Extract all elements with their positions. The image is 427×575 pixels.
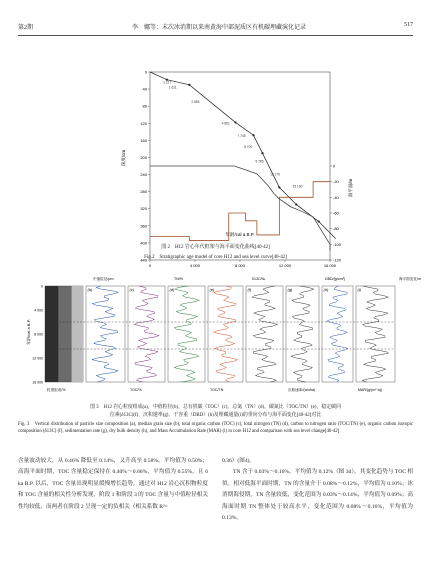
fig3-profile-line — [291, 286, 314, 382]
fig3-ytick-label: 0 — [41, 284, 43, 289]
fig3-bottom-label: 沉积速率/(cm/ka) — [288, 388, 316, 392]
fig3-profile-line — [174, 286, 199, 382]
age-label: 9 785 — [255, 159, 264, 164]
fig2-ylabel-right: 海平面/m — [348, 178, 353, 198]
grain-size-band — [45, 286, 58, 382]
fig2-right-tick-label: -20 — [333, 179, 339, 185]
body-text-right — [222, 456, 413, 524]
fig3-panel-b — [86, 286, 125, 382]
issue-number: 第2期 — [18, 25, 34, 31]
fig3-bottom-label: 粒度组成/% — [47, 388, 66, 392]
fig3-panel-letter: (b) — [87, 287, 93, 292]
fig2-xtick-label: 12 000 — [278, 263, 292, 268]
fig2-xlabel: 年龄/cal a B.P. — [225, 232, 255, 237]
fig3-panel-letter: (g) — [287, 287, 293, 292]
fig3-top-label: TN/% — [174, 277, 183, 281]
age-depth-point — [278, 186, 280, 188]
age-label: 8 700 — [244, 145, 253, 150]
fig2-ytick-label: 240 — [140, 172, 147, 178]
sea-level-line — [150, 166, 330, 251]
age-label: 15 100 — [292, 184, 303, 189]
fig2-ytick-label: 120 — [140, 120, 147, 126]
fig2-xtick-label: 4 000 — [189, 263, 201, 268]
fig3-profile-line — [252, 286, 277, 382]
grain-size-band — [72, 286, 83, 382]
fig3-profile-line — [362, 286, 389, 382]
fig2-caption-cn: 图 2 H12 岩心年代框架与海平面变化曲线[40-42] — [161, 245, 270, 250]
paragraph: 含量波动较大，从 0.46% 降低至 0.14%，又升高至 0.58%，平均值为 0.50%；高海平面时期，TOC 含量稳定保持在 0.40%～0.66%，平均值为 0.55%，且 6 ka B.P. 以后，TOC 含量出现明显缓慢增长趋势。通过对 H12 岩心沉积物粒度和 TOC 含量的相关性分析发现，阶段 1 和阶段 3 的 TOC 含量与中值粒径相关性均较低，而两者在阶段 2 呈现一定的负相关（相关系数 R²= — [18, 458, 208, 510]
fig2-ylabel-left: 深度/cm — [121, 149, 126, 167]
fig3-ylabel: 年龄/cal a B.P. — [26, 319, 31, 345]
fig2-ytick-label: 160 — [140, 137, 147, 143]
fig3-top-label: 中值粒径/μm — [93, 277, 114, 281]
fig2-right-tick-label: -40 — [333, 194, 339, 200]
fig3-panel-e — [208, 286, 243, 382]
fig2-xtick-label: 8 000 — [234, 263, 246, 268]
fig3-panel-i — [356, 286, 395, 382]
age-label: 1 611 — [168, 85, 177, 90]
fig3-caption-en: Fig. 3 Vertical distribution of particle size composition (a), median grain size (b), total organic carbon (TOC) (c), total nitrogen (TN) (d), carbon to nitrogen ratio (TOC/TN) (e), organic carbon isotopic composition (δ13C) (f), sedimentation rate (g), dry bulk density (h), and Mass Accumulation Rate (MAR) (i) in core H12 and comparison with sea level change[40-42] — [18, 422, 413, 434]
fig2-ytick-label: 200 — [140, 154, 147, 160]
body-text-left — [18, 456, 208, 513]
fig3-panel-g — [286, 286, 319, 382]
fig2-right-tick-label: 0 — [333, 163, 336, 169]
fig3-panel-letter: (f) — [247, 287, 252, 292]
fig3-profile-line — [214, 286, 238, 382]
fig3-profile-line — [327, 286, 348, 382]
age-depth-point — [252, 134, 254, 136]
fig3-panel-c — [128, 286, 165, 382]
fig3-panel-letter: (i) — [357, 287, 362, 292]
fig2-caption-en: Fig.2 Stratigraphic age model of core H12 and sea level curve[40-42] — [144, 255, 287, 260]
fig3-multipanel — [0, 270, 427, 405]
fig2-ytick-label: 320 — [140, 206, 147, 212]
fig2-ytick-label: 440 — [140, 257, 147, 263]
age-depth-point — [188, 84, 190, 86]
fig3-ytick-label: 4 000 — [34, 308, 43, 313]
running-title: 李 娜等：末次冰消期以来南黄海中部泥质区有机碳埋藏演化记录 — [132, 25, 307, 31]
fig3-ytick-label: 12 000 — [32, 356, 43, 361]
fig3-top-label: 海平面变化/m — [399, 277, 421, 281]
fig3-top-label: DBD/(g/cm³) — [325, 277, 345, 281]
fig3-panel-letter: (c) — [129, 287, 135, 292]
fig2-ytick-label: 0 — [144, 69, 147, 75]
age-depth-point — [261, 152, 263, 154]
fig3-ytick-label: 16 000 — [32, 380, 43, 385]
fig2-xtick-label: 16 000 — [323, 263, 337, 268]
fig2-ytick-label: 360 — [140, 223, 147, 229]
fig3-panel-f — [246, 286, 283, 382]
fig2-right-tick-label: -60 — [333, 210, 339, 216]
fig3-panel-letter: (d) — [169, 287, 175, 292]
age-label: 1 217 — [163, 80, 172, 85]
fig2-ytick-label: 40 — [142, 86, 147, 92]
fig3-bottom-label: TOC/% — [130, 388, 142, 392]
fig3-caption-cn-2: 位素(δ13C)(f)，沉积速率(g)，干容重（DBD）(h)及埋藏通量(i)的垂向分布与海平面变化[40-42]对比 — [109, 413, 322, 418]
fig3-top-label: δ13C/‰ — [252, 277, 266, 281]
fig3-panel-letter: (h) — [323, 287, 329, 292]
fig2-right-tick-label: -80 — [333, 226, 339, 232]
fig2-xtick-label: 0 — [148, 263, 152, 268]
fig3-panel-letter: (e) — [209, 287, 215, 292]
age-depth-point — [234, 121, 236, 123]
fig2-ytick-label: 400 — [140, 240, 147, 246]
fig3-profile-line — [134, 286, 159, 382]
age-label: 2 655 — [191, 99, 200, 104]
fig3-ytick-label: 8 000 — [34, 332, 43, 337]
age-label: 7 745 — [237, 134, 246, 139]
age-depth-point — [295, 203, 297, 205]
running-header — [18, 22, 413, 34]
fig3-bottom-label: MAR/(g/(m²·a)) — [358, 388, 383, 392]
fig2-ytick-label: 80 — [142, 103, 147, 109]
fig2-ytick-label: 280 — [140, 189, 147, 195]
age-label: 12 175 — [270, 172, 280, 177]
paragraph: TN 含于 0.03%～0.16%，平均值为 0.12%（图 3d）。其变化趋势与 TOC 相似。相对低海平面时期，TN 的含量介于 0.08%～0.12%，平均值为 0.10%；冰消期海侵期，TN 含量较低，变化范围为 0.03%～0.14%，平均值为 0.09%；高海面时期 TN 整体处于较高水平，变化范围为 0.08%～0.16%，平均值为 0.13%。 — [222, 469, 413, 522]
page-number: 517 — [404, 22, 413, 28]
fig2-right-tick-label: -100 — [333, 241, 342, 247]
fig3-bottom-label: TOC/TN — [210, 388, 224, 392]
age-label: 4 851 — [221, 121, 230, 126]
paragraph: 0.36）(图4)。 — [222, 458, 256, 464]
fig3-caption-cn-1: 图 3 H12 岩心粒度组成(a)，中值粒径(b)，总有机碳（TOC）(c)，总氮（TN）(d)，碳氮比（TOC/TN）(e)，稳定碳同 — [90, 405, 341, 410]
age-depth-line — [150, 72, 336, 239]
fig2-right-tick-label: -120 — [333, 257, 342, 263]
age-depth-point — [318, 220, 320, 222]
fig3-profile-line — [92, 286, 118, 382]
header-rule — [18, 35, 413, 36]
